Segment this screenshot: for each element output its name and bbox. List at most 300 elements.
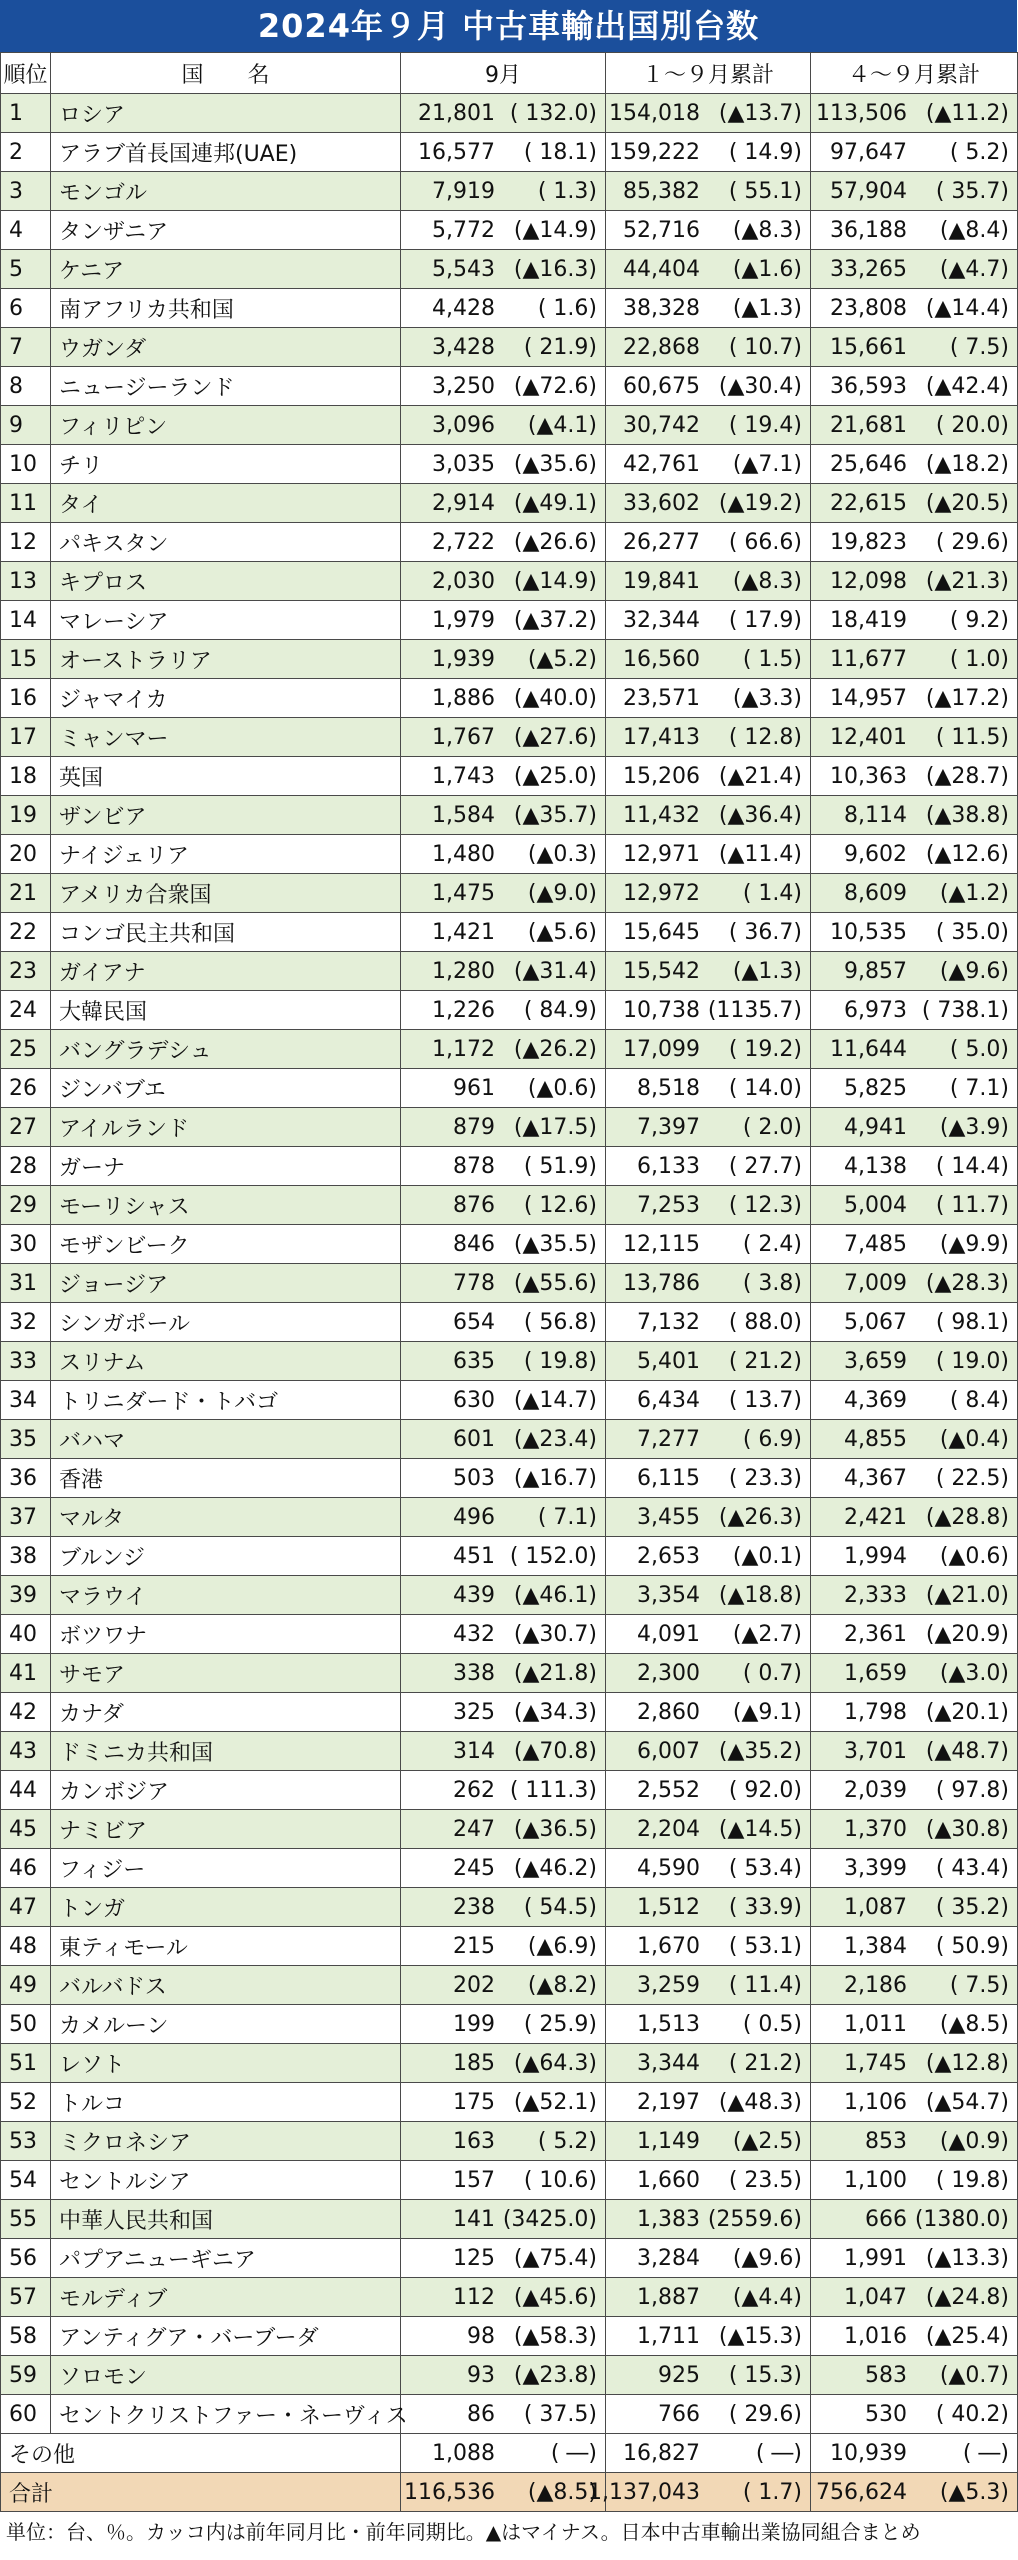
table-row <box>1 172 1018 211</box>
month-value: 262 <box>453 1777 495 1803</box>
month-pct: (▲5.6) <box>527 919 597 945</box>
fy-value: 4,855 <box>844 1426 907 1452</box>
fy-value: 3,399 <box>844 1855 907 1881</box>
ytd-cell <box>606 484 811 523</box>
total-ytd-pct: ( 1.7) <box>742 2479 802 2505</box>
month-cell <box>401 1927 606 1966</box>
ytd-pct: (▲14.5) <box>718 1816 802 1842</box>
month-cell <box>401 1147 606 1186</box>
rank-cell: 37 <box>1 1498 51 1537</box>
ytd-value: 60,675 <box>623 373 700 399</box>
ytd-value: 19,841 <box>623 568 700 594</box>
fy-pct: (1380.0) <box>914 2206 1009 2232</box>
export-table <box>0 52 1018 2512</box>
ytd-value: 15,206 <box>623 763 700 789</box>
fy-value: 1,798 <box>844 1699 907 1725</box>
ytd-pct: ( 55.1) <box>728 178 802 204</box>
fy-cell <box>811 1654 1018 1693</box>
ytd-pct: (▲35.2) <box>718 1738 802 1764</box>
ytd-cell <box>606 2005 811 2044</box>
month-cell <box>401 367 606 406</box>
fy-cell <box>811 913 1018 952</box>
month-cell <box>401 1732 606 1771</box>
fy-value: 853 <box>865 2128 907 2154</box>
month-cell <box>401 1069 606 1108</box>
country-cell: セントクリストファー・ネーヴィス <box>51 2395 401 2434</box>
rank-cell: 47 <box>1 1888 51 1927</box>
table-row <box>1 367 1018 406</box>
month-cell <box>401 94 606 133</box>
ytd-pct: ( 1.5) <box>742 646 802 672</box>
fy-pct: (▲13.3) <box>925 2245 1009 2271</box>
fy-pct: (▲48.7) <box>925 1738 1009 1764</box>
country-cell: モンゴル <box>51 172 401 211</box>
country-cell: カナダ <box>51 1693 401 1732</box>
month-value: 1,886 <box>432 685 495 711</box>
month-pct: (▲70.8) <box>513 1738 597 1764</box>
ytd-cell <box>606 913 811 952</box>
rank-cell: 24 <box>1 991 51 1030</box>
other-month-pct: ( ―) <box>550 2440 597 2466</box>
fy-pct: ( 22.5) <box>935 1465 1009 1491</box>
month-pct: ( 132.0) <box>509 100 597 126</box>
rank-cell: 22 <box>1 913 51 952</box>
country-cell: アラブ首長国連邦(UAE) <box>51 133 401 172</box>
month-pct: ( 19.8) <box>523 1348 597 1374</box>
month-value: 163 <box>453 2128 495 2154</box>
ytd-cell <box>606 1459 811 1498</box>
table-row <box>1 289 1018 328</box>
fy-value: 1,384 <box>844 1933 907 1959</box>
month-cell <box>401 250 606 289</box>
fy-pct: ( 14.4) <box>935 1153 1009 1179</box>
table-row <box>1 1615 1018 1654</box>
ytd-value: 8,518 <box>637 1075 700 1101</box>
month-pct: ( 1.3) <box>537 178 597 204</box>
total-ytd-cell <box>588 2473 811 2512</box>
table-row <box>1 874 1018 913</box>
month-value: 503 <box>453 1465 495 1491</box>
ytd-value: 13,786 <box>623 1270 700 1296</box>
ytd-pct: ( 19.4) <box>728 412 802 438</box>
ytd-pct: ( 12.3) <box>728 1192 802 1218</box>
table-row <box>1 1108 1018 1147</box>
fy-cell <box>811 1264 1018 1303</box>
ytd-cell <box>606 991 811 1030</box>
footnote: 単位：台、％。カッコ内は前年同月比・前年同期比。▲はマイナス。日本中古車輸出業協同組合まとめ <box>6 2520 921 2544</box>
ytd-value: 11,432 <box>623 802 700 828</box>
ytd-pct: ( 17.9) <box>728 607 802 633</box>
ytd-value: 16,560 <box>623 646 700 672</box>
table-row <box>1 1381 1018 1420</box>
fy-value: 1,087 <box>844 1894 907 1920</box>
month-value: 1,584 <box>432 802 495 828</box>
month-pct: (▲16.7) <box>513 1465 597 1491</box>
month-cell <box>401 1459 606 1498</box>
fy-cell <box>811 406 1018 445</box>
ytd-value: 85,382 <box>623 178 700 204</box>
fy-cell <box>811 1771 1018 1810</box>
month-value: 245 <box>453 1855 495 1881</box>
fy-value: 5,825 <box>844 1075 907 1101</box>
fy-value: 3,701 <box>844 1738 907 1764</box>
rank-cell: 57 <box>1 2278 51 2317</box>
country-cell: 中華人民共和国 <box>51 2200 401 2239</box>
table-row <box>1 991 1018 1030</box>
fy-pct: (▲12.6) <box>925 841 1009 867</box>
fy-pct: (▲21.0) <box>925 1582 1009 1608</box>
ytd-cell <box>606 445 811 484</box>
ytd-pct: (▲19.2) <box>718 490 802 516</box>
ytd-pct: ( 11.4) <box>728 1972 802 1998</box>
ytd-cell <box>606 2122 811 2161</box>
fy-value: 1,100 <box>844 2167 907 2193</box>
month-pct: (▲35.5) <box>513 1231 597 1257</box>
ytd-pct: ( 23.5) <box>728 2167 802 2193</box>
country-cell: レソト <box>51 2044 401 2083</box>
fy-value: 2,333 <box>844 1582 907 1608</box>
rank-cell: 1 <box>1 94 51 133</box>
ytd-cell <box>606 1654 811 1693</box>
month-value: 16,577 <box>418 139 495 165</box>
ytd-value: 44,404 <box>623 256 700 282</box>
fy-cell <box>811 1576 1018 1615</box>
ytd-cell <box>606 640 811 679</box>
month-value: 21,801 <box>418 100 495 126</box>
ytd-cell <box>606 2239 811 2278</box>
month-value: 199 <box>453 2011 495 2037</box>
country-cell: アンティグア・バーブーダ <box>51 2317 401 2356</box>
rank-cell: 48 <box>1 1927 51 1966</box>
month-cell <box>401 1888 606 1927</box>
fy-pct: (▲20.1) <box>925 1699 1009 1725</box>
rank-cell: 53 <box>1 2122 51 2161</box>
table-row <box>1 2278 1018 2317</box>
rank-cell: 3 <box>1 172 51 211</box>
month-value: 2,030 <box>432 568 495 594</box>
rank-cell: 16 <box>1 679 51 718</box>
rank-cell: 29 <box>1 1186 51 1225</box>
month-pct: (▲35.7) <box>513 802 597 828</box>
fy-value: 11,644 <box>830 1036 907 1062</box>
fy-value: 7,485 <box>844 1231 907 1257</box>
ytd-pct: ( 21.2) <box>728 1348 802 1374</box>
fy-cell <box>811 1342 1018 1381</box>
month-pct: (▲35.6) <box>513 451 597 477</box>
ytd-pct: ( 53.4) <box>728 1855 802 1881</box>
country-cell: カメルーン <box>51 2005 401 2044</box>
fy-cell <box>811 874 1018 913</box>
fy-pct: (▲20.5) <box>925 490 1009 516</box>
country-cell: ジャマイカ <box>51 679 401 718</box>
country-cell: ナイジェリア <box>51 835 401 874</box>
fy-value: 14,957 <box>830 685 907 711</box>
rank-cell: 13 <box>1 562 51 601</box>
ytd-value: 6,007 <box>637 1738 700 1764</box>
rank-cell: 7 <box>1 328 51 367</box>
ytd-pct: ( 53.1) <box>728 1933 802 1959</box>
month-pct: ( 18.1) <box>523 139 597 165</box>
ytd-pct: ( 14.9) <box>728 139 802 165</box>
fy-value: 1,047 <box>844 2284 907 2310</box>
ytd-value: 3,354 <box>637 1582 700 1608</box>
month-cell <box>401 1186 606 1225</box>
fy-cell <box>811 601 1018 640</box>
ytd-cell <box>606 874 811 913</box>
ytd-value: 38,328 <box>623 295 700 321</box>
month-cell <box>401 328 606 367</box>
month-value: 157 <box>453 2167 495 2193</box>
fy-pct: (▲21.3) <box>925 568 1009 594</box>
table-row <box>1 1225 1018 1264</box>
fy-cell <box>811 1810 1018 1849</box>
header-month: 9月 <box>401 53 606 94</box>
ytd-pct: (▲2.7) <box>732 1621 802 1647</box>
month-value: 1,767 <box>432 724 495 750</box>
ytd-cell <box>606 1888 811 1927</box>
rank-cell: 42 <box>1 1693 51 1732</box>
rank-cell: 9 <box>1 406 51 445</box>
fy-cell <box>811 952 1018 991</box>
rank-cell: 17 <box>1 718 51 757</box>
month-cell <box>401 2356 606 2395</box>
country-cell: シンガポール <box>51 1303 401 1342</box>
ytd-value: 22,868 <box>623 334 700 360</box>
country-cell: 英国 <box>51 757 401 796</box>
ytd-pct: (▲2.5) <box>732 2128 802 2154</box>
ytd-value: 1,670 <box>637 1933 700 1959</box>
month-cell <box>401 913 606 952</box>
country-cell: ミクロネシア <box>51 2122 401 2161</box>
country-cell: ブルンジ <box>51 1537 401 1576</box>
ytd-value: 30,742 <box>623 412 700 438</box>
ytd-value: 6,434 <box>637 1387 700 1413</box>
table-row <box>1 1303 1018 1342</box>
fy-pct: (▲0.6) <box>939 1543 1009 1569</box>
ytd-value: 7,132 <box>637 1309 700 1335</box>
ytd-value: 33,602 <box>623 490 700 516</box>
month-pct: (▲16.3) <box>513 256 597 282</box>
fy-value: 9,602 <box>844 841 907 867</box>
fy-pct: ( 98.1) <box>935 1309 1009 1335</box>
month-value: 238 <box>453 1894 495 1920</box>
fy-value: 2,039 <box>844 1777 907 1803</box>
fy-pct: (▲42.4) <box>925 373 1009 399</box>
month-cell <box>401 2395 606 2434</box>
ytd-cell <box>606 1498 811 1537</box>
country-cell: マラウイ <box>51 1576 401 1615</box>
ytd-cell <box>606 406 811 445</box>
month-value: 338 <box>453 1660 495 1686</box>
fy-cell <box>811 835 1018 874</box>
fy-cell <box>811 1615 1018 1654</box>
month-pct: ( 54.5) <box>523 1894 597 1920</box>
month-pct: (▲37.2) <box>513 607 597 633</box>
month-value: 112 <box>453 2284 495 2310</box>
other-row <box>1 2434 1018 2473</box>
country-cell: 大韓民国 <box>51 991 401 1030</box>
fy-cell <box>811 2200 1018 2239</box>
month-cell <box>401 445 606 484</box>
rank-cell: 8 <box>1 367 51 406</box>
table-row <box>1 2044 1018 2083</box>
rank-cell: 2 <box>1 133 51 172</box>
ytd-cell <box>606 2200 811 2239</box>
fy-cell <box>811 328 1018 367</box>
rank-cell: 33 <box>1 1342 51 1381</box>
fy-cell <box>811 2044 1018 2083</box>
ytd-cell <box>606 289 811 328</box>
month-pct: (▲52.1) <box>513 2089 597 2115</box>
fy-pct: ( 7.5) <box>949 1972 1009 1998</box>
fy-cell <box>811 1381 1018 1420</box>
month-pct: ( 7.1) <box>537 1504 597 1530</box>
month-pct: (▲8.2) <box>527 1972 597 1998</box>
fy-cell <box>811 523 1018 562</box>
rank-cell: 40 <box>1 1615 51 1654</box>
month-cell <box>401 1381 606 1420</box>
fy-cell <box>811 1693 1018 1732</box>
country-cell: アメリカ合衆国 <box>51 874 401 913</box>
fy-pct: (▲24.8) <box>925 2284 1009 2310</box>
country-cell: ジンバブエ <box>51 1069 401 1108</box>
month-value: 778 <box>453 1270 495 1296</box>
country-cell: トリニダード・トバゴ <box>51 1381 401 1420</box>
month-cell <box>401 1498 606 1537</box>
fy-cell <box>811 2356 1018 2395</box>
month-cell <box>401 1303 606 1342</box>
fy-value: 11,677 <box>830 646 907 672</box>
ytd-cell <box>606 952 811 991</box>
rank-cell: 46 <box>1 1849 51 1888</box>
country-cell: フィリピン <box>51 406 401 445</box>
total-month-cell <box>401 2473 606 2512</box>
fy-pct: (▲4.7) <box>939 256 1009 282</box>
fy-value: 23,808 <box>830 295 907 321</box>
rank-cell: 45 <box>1 1810 51 1849</box>
ytd-value: 154,018 <box>609 100 700 126</box>
table-row <box>1 2239 1018 2278</box>
month-value: 1,226 <box>432 997 495 1023</box>
rank-cell: 35 <box>1 1420 51 1459</box>
month-pct: (▲21.8) <box>513 1660 597 1686</box>
month-pct: (▲46.1) <box>513 1582 597 1608</box>
ytd-cell <box>606 1303 811 1342</box>
fy-pct: (▲30.8) <box>925 1816 1009 1842</box>
other-fy-cell <box>811 2434 1018 2473</box>
fy-cell <box>811 1420 1018 1459</box>
ytd-value: 12,971 <box>623 841 700 867</box>
country-cell: モザンビーク <box>51 1225 401 1264</box>
fy-value: 1,011 <box>844 2011 907 2037</box>
ytd-pct: (▲26.3) <box>718 1504 802 1530</box>
table-row <box>1 1888 1018 1927</box>
month-value: 185 <box>453 2050 495 2076</box>
table-row <box>1 1771 1018 1810</box>
fy-pct: ( 19.0) <box>935 1348 1009 1374</box>
fy-value: 12,098 <box>830 568 907 594</box>
fy-pct: (▲9.9) <box>939 1231 1009 1257</box>
ytd-value: 1,513 <box>637 2011 700 2037</box>
ytd-cell <box>606 796 811 835</box>
fy-pct: (▲20.9) <box>925 1621 1009 1647</box>
fy-value: 2,421 <box>844 1504 907 1530</box>
month-cell <box>401 1420 606 1459</box>
fy-value: 1,016 <box>844 2323 907 2349</box>
fy-cell <box>811 1888 1018 1927</box>
ytd-pct: (▲0.1) <box>732 1543 802 1569</box>
ytd-pct: ( 66.6) <box>728 529 802 555</box>
ytd-pct: ( 92.0) <box>728 1777 802 1803</box>
fy-value: 57,904 <box>830 178 907 204</box>
month-cell <box>401 601 606 640</box>
ytd-cell <box>606 523 811 562</box>
month-value: 878 <box>453 1153 495 1179</box>
fy-value: 666 <box>865 2206 907 2232</box>
month-cell <box>401 2083 606 2122</box>
ytd-cell <box>606 1732 811 1771</box>
month-value: 961 <box>453 1075 495 1101</box>
ytd-value: 1,149 <box>637 2128 700 2154</box>
ytd-pct: ( 3.8) <box>742 1270 802 1296</box>
fy-pct: (▲8.4) <box>939 217 1009 243</box>
table-row <box>1 133 1018 172</box>
fy-pct: ( 35.0) <box>935 919 1009 945</box>
month-cell <box>401 1342 606 1381</box>
ytd-value: 4,091 <box>637 1621 700 1647</box>
other-label: その他 <box>1 2434 401 2473</box>
ytd-cell <box>606 1108 811 1147</box>
ytd-cell <box>606 1264 811 1303</box>
ytd-pct: ( 14.0) <box>728 1075 802 1101</box>
total-ytd: 1,137,043 <box>588 2479 700 2505</box>
fy-pct: (▲0.7) <box>939 2362 1009 2388</box>
month-pct: (▲14.9) <box>513 568 597 594</box>
rank-cell: 34 <box>1 1381 51 1420</box>
fy-cell <box>811 2239 1018 2278</box>
fy-value: 12,401 <box>830 724 907 750</box>
ytd-value: 2,204 <box>637 1816 700 1842</box>
month-cell <box>401 952 606 991</box>
ytd-cell <box>606 718 811 757</box>
ytd-value: 2,552 <box>637 1777 700 1803</box>
month-value: 1,939 <box>432 646 495 672</box>
month-value: 1,480 <box>432 841 495 867</box>
total-fy-cell <box>811 2473 1018 2512</box>
fy-value: 4,369 <box>844 1387 907 1413</box>
ytd-pct: (▲1.3) <box>732 958 802 984</box>
ytd-pct: ( 19.2) <box>728 1036 802 1062</box>
month-cell <box>401 1108 606 1147</box>
table-row <box>1 250 1018 289</box>
fy-cell <box>811 1303 1018 1342</box>
ytd-cell <box>606 172 811 211</box>
month-cell <box>401 679 606 718</box>
fy-value: 4,367 <box>844 1465 907 1491</box>
ytd-cell <box>606 367 811 406</box>
fy-pct: (▲28.8) <box>925 1504 1009 1530</box>
ytd-pct: ( 27.7) <box>728 1153 802 1179</box>
other-fy-value: 10,939 <box>830 2440 907 2466</box>
table-row <box>1 484 1018 523</box>
month-pct: (▲6.9) <box>527 1933 597 1959</box>
table-row <box>1 913 1018 952</box>
ytd-value: 52,716 <box>623 217 700 243</box>
ytd-cell <box>606 1771 811 1810</box>
table-row <box>1 1810 1018 1849</box>
fy-pct: ( 97.8) <box>935 1777 1009 1803</box>
rank-cell: 60 <box>1 2395 51 2434</box>
